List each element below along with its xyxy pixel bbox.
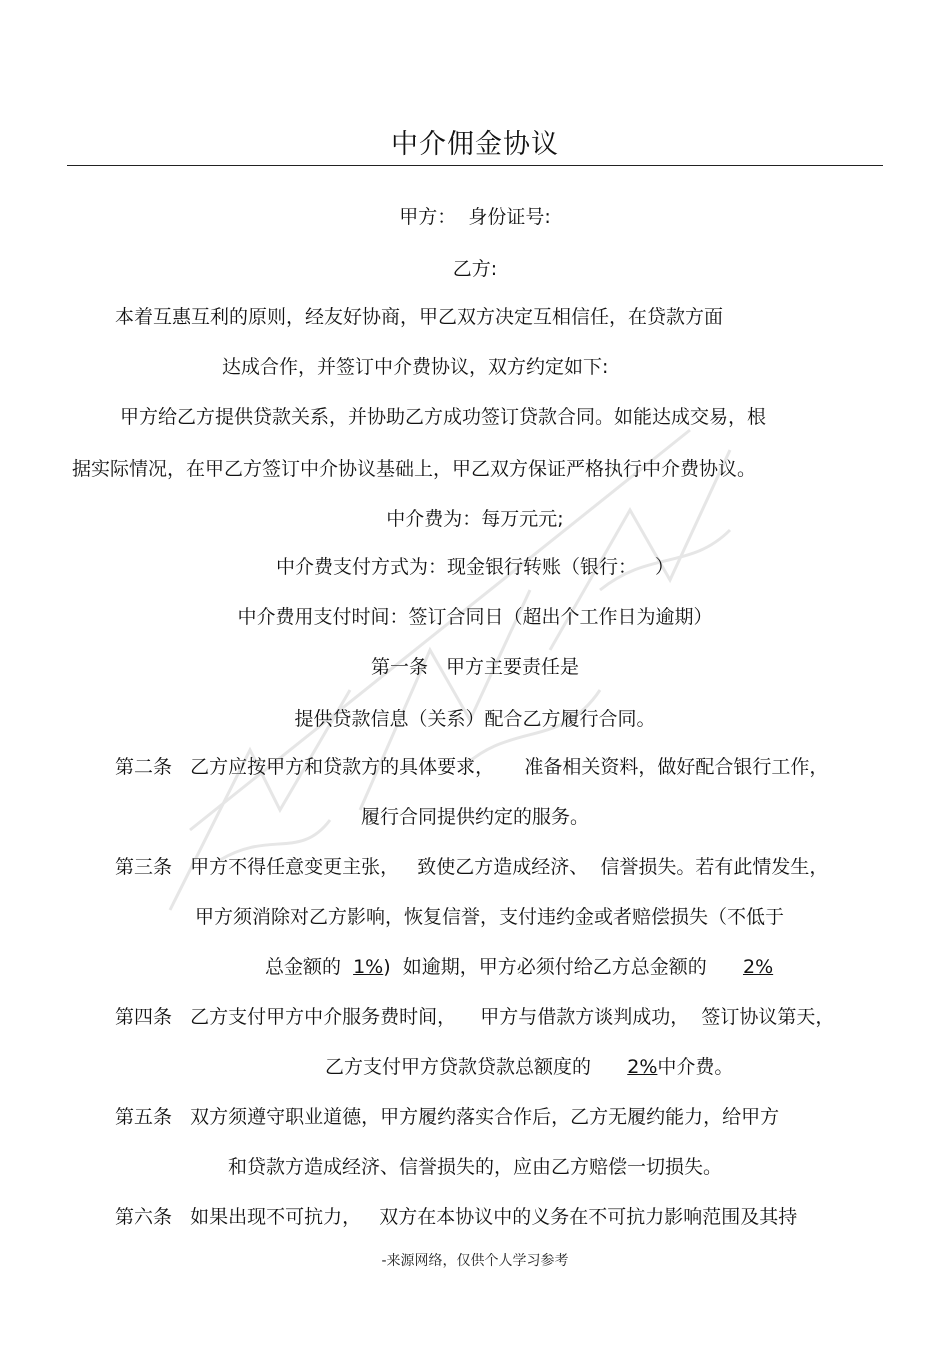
article-4-line-2 xyxy=(325,1053,733,1081)
article-4-percent: 2% xyxy=(627,1056,658,1078)
article-3-line-3 xyxy=(265,953,773,981)
article-6-line-1: 第六条 如果出现不可抗力， 双方在本协议中的义务在不可抗力影响范围及其持 xyxy=(115,1206,798,1228)
article-3-line-2: 甲方须消除对乙方影响，恢复信誉，支付违约金或者赔偿损失（不低于 xyxy=(195,906,785,928)
intro-line-4: 据实际情况，在甲乙方签订中介协议基础上，甲乙双方保证严格执行中介费协议。 xyxy=(72,458,757,480)
payment-method-line: 中介费支付方式为：现金银行转账（银行： ） xyxy=(275,556,675,578)
article-5-line-1: 第五条 双方须遵守职业道德，甲方履约落实合作后，乙方无履约能力，给甲方 xyxy=(115,1106,780,1128)
party-a-line: 甲方： 身份证号: xyxy=(399,206,551,228)
article-2-line-1: 第二条 乙方应按甲方和贷款方的具体要求， 准备相关资料，做好配合银行工作， xyxy=(115,756,829,778)
article-3-line-1: 第三条 甲方不得任意变更主张， 致使乙方造成经济、 信誉损失。若有此情发生， xyxy=(115,856,829,878)
article-3-text-a: 总金额的 xyxy=(265,956,354,978)
article-4-line-1: 第四条 乙方支付甲方中介服务费时间， 甲方与借款方谈判成功， 签订协议第天， xyxy=(115,1006,835,1028)
article-5-line-2: 和贷款方造成经济、信誉损失的，应由乙方赔偿一切损失。 xyxy=(227,1156,722,1178)
article-4-text-b: 中介费。 xyxy=(657,1056,734,1078)
article-3-percent-1: 1% xyxy=(353,956,384,978)
payment-time-line: 中介费用支付时间：签订合同日（超出个工作日为逾期） xyxy=(237,606,713,628)
page-footer: -来源网络，仅供个人学习参考 xyxy=(381,1253,569,1269)
intro-line-3: 甲方给乙方提供贷款关系，并协助乙方成功签订贷款合同。如能达成交易，根 xyxy=(120,406,767,428)
article-3-percent-2: 2% xyxy=(742,956,774,978)
article-2-line-2: 履行合同提供约定的服务。 xyxy=(360,806,589,828)
title-divider xyxy=(67,165,883,166)
fee-line: 中介费为：每万元元; xyxy=(386,508,564,530)
article-1-body: 提供贷款信息（关系）配合乙方履行合同。 xyxy=(294,708,656,730)
party-b-line: 乙方: xyxy=(452,258,498,280)
intro-line-1: 本着互惠互利的原则，经友好协商，甲乙双方决定互相信任，在贷款方面 xyxy=(115,306,724,328)
article-4-text-a: 乙方支付甲方贷款贷款总额度的 xyxy=(325,1056,628,1078)
intro-line-2: 达成合作，并签订中介费协议，双方约定如下: xyxy=(222,356,609,378)
article-3-text-b: ) 如逾期，甲方必须付给乙方总金额的 xyxy=(383,956,743,978)
article-1-heading: 第一条 甲方主要责任是 xyxy=(370,656,580,678)
document-title: 中介佣金协议 xyxy=(391,129,559,160)
